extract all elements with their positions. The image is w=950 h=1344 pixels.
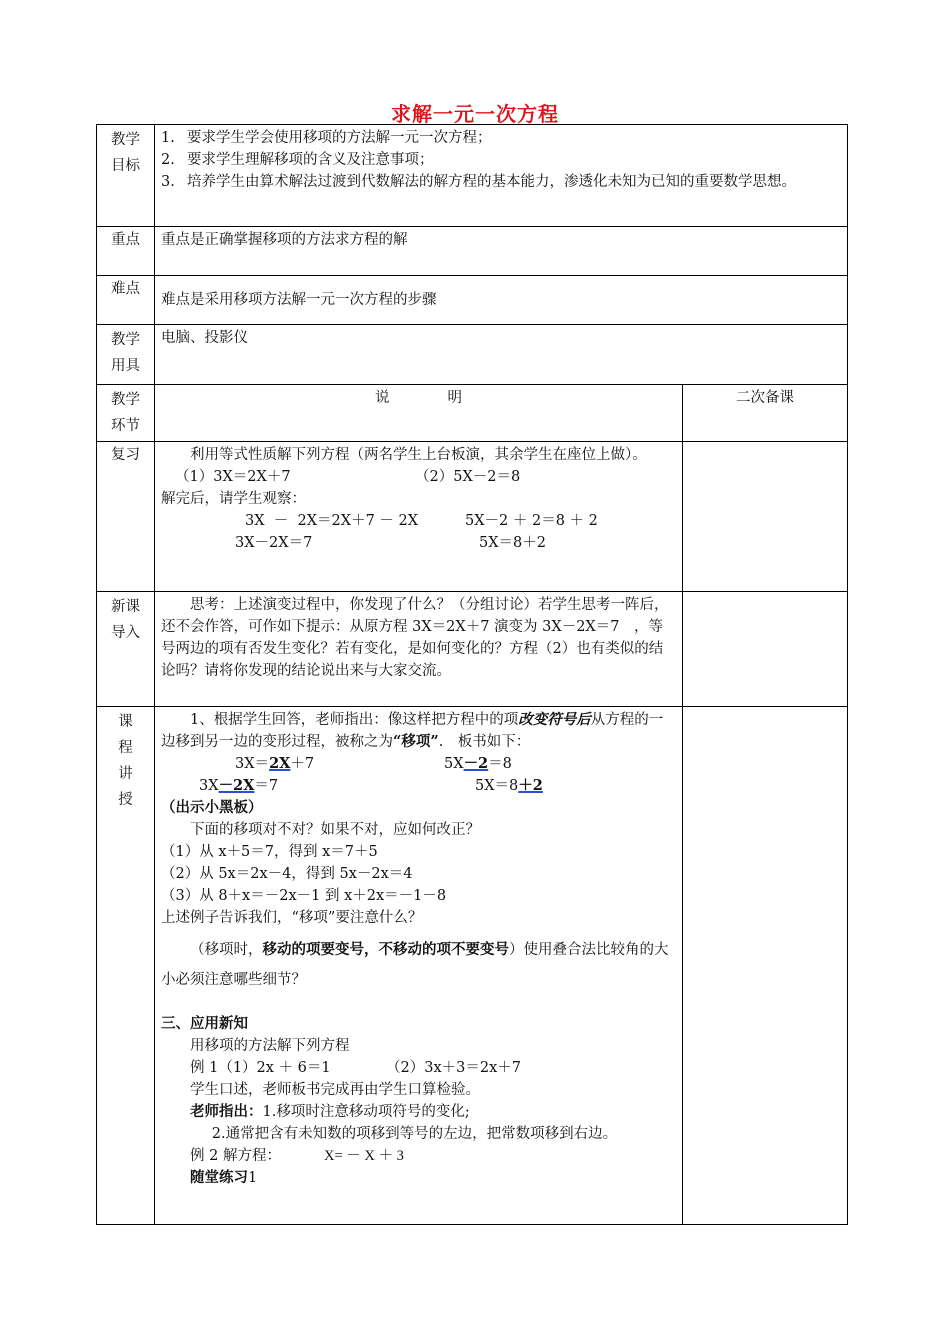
- review-eq1: （1）3X＝2X＋7: [175, 469, 291, 485]
- practice-heading: 随堂练习1: [190, 1169, 258, 1186]
- review-step1: 3X － 2X＝2X＋7 － 2X 5X－2 ＋ 2＝8 ＋ 2: [245, 513, 598, 529]
- review-row: [97, 442, 848, 592]
- key-label: 重点: [97, 227, 155, 276]
- review-eq2: （2）5X－2＝8: [415, 469, 521, 485]
- lecture-label: 课 程 讲 授: [97, 707, 155, 1225]
- description-header: 说 明: [155, 385, 683, 442]
- goals-row: [97, 125, 848, 227]
- lecture-second-prep: [683, 707, 848, 1225]
- review-second-prep: [683, 442, 848, 592]
- tools-text: 电脑、投影仪: [155, 325, 848, 385]
- review-label: 复习: [97, 442, 155, 592]
- lecture-p1: 1、根据学生回答，老师指出：像这样把方程中的项改变符号后从方程的一边移到另一边的变形过程，被称之为“移项”. 板书如下：: [161, 711, 664, 750]
- tools-label: 教学用具: [97, 325, 155, 385]
- intro-second-prep: [683, 592, 848, 707]
- goal-item: 3. 培养学生由算术解法过渡到代数解法的解方程的基本能力，渗透化未知为已知的重要数学思想。: [161, 174, 796, 190]
- section-3-line: 用移项的方法解下列方程: [190, 1038, 350, 1054]
- goals-content: [155, 125, 848, 227]
- difficulty-text: 难点是采用移项方法解一元一次方程的步骤: [155, 276, 848, 325]
- lecture-examples: 上述例子告诉我们，“移项”要注意什么？: [161, 910, 423, 926]
- section-3-line: 学生口述，老师板书完成再由学生口算检验。: [190, 1082, 480, 1098]
- example-2: 例 2 解方程： X= － X ＋ 3: [190, 1148, 404, 1164]
- exercise-item: （1）从 x＋5＝7，得到 x＝7＋5: [161, 844, 378, 860]
- example-1: 例 1（1）2x ＋ 6＝1 （2）3x＋3＝2x＋7: [190, 1060, 521, 1076]
- intro-text: 思考：上述演变过程中，你发现了什么？（分组讨论）若学生思考一阵后，还不会作答，可作如下提示：从原方程 3X＝2X＋7 演变为 3X－2X＝7 ，等号两边的项有否发生变化？若有变化，是如何变化的？方程（2）也有类似的结论吗？请将你发现的结论说出来与大家交流。: [161, 597, 669, 679]
- exercise-item: （3）从 8＋x＝－2x－1 到 x＋2x＝－1－8: [161, 888, 447, 904]
- header-row: [97, 385, 848, 442]
- teacher-points: 老师指出：1.移项时注意移动项符号的变化;: [190, 1103, 470, 1120]
- lecture-note: （移项时，移动的项要变号，不移动的项不要变号）使用叠合法比较角的大小必须注意哪些细节？: [161, 941, 669, 988]
- goal-item: 2. 要求学生理解移项的含义及注意事项；: [161, 152, 434, 168]
- intro-content: [155, 592, 683, 707]
- key-text: 重点是正确掌握移项的方法求方程的解: [155, 227, 848, 276]
- tools-row: [97, 325, 848, 385]
- review-content: [155, 442, 683, 592]
- intro-row: [97, 592, 848, 707]
- page-title: 求解一元一次方程: [391, 102, 559, 126]
- review-step2: 3X－2X＝7 5X＝8＋2: [235, 535, 546, 551]
- lesson-plan-table: [96, 124, 848, 1225]
- intro-label: 新课导入: [97, 592, 155, 707]
- section-3-heading: 三、应用新知: [161, 1015, 248, 1032]
- difficulty-label: 难点: [97, 276, 155, 325]
- goals-label: 教学目标: [97, 125, 155, 227]
- review-equations: [161, 466, 676, 488]
- difficulty-row: [97, 276, 848, 325]
- lecture-row: [97, 707, 848, 1225]
- review-intro: 利用等式性质解下列方程（两名学生上台板演，其余学生在座位上做）。: [190, 447, 647, 463]
- lecture-question: 下面的移项对不对？如果不对，应如何改正？: [190, 822, 480, 838]
- second-prep-header: 二次备课: [683, 385, 848, 442]
- stage-header: 教学环节: [97, 385, 155, 442]
- exercise-item: （2）从 5x＝2x－4，得到 5x－2x＝4: [161, 866, 413, 882]
- teacher-point-2: 2.通常把含有未知数的项移到等号的左边，把常数项移到右边。: [211, 1126, 618, 1142]
- review-after: 解完后，请学生观察：: [161, 491, 306, 507]
- board-line-1: 3X＝2X＋7 5X－2＝8: [235, 755, 512, 772]
- goal-item: 1. 要求学生学会使用移项的方法解一元一次方程；: [161, 130, 492, 146]
- key-row: [97, 227, 848, 276]
- board-line-2: 3X－2X＝7 5X＝8＋2: [199, 777, 543, 794]
- lecture-content: [155, 707, 683, 1225]
- blackboard-note: （出示小黑板）: [161, 799, 263, 816]
